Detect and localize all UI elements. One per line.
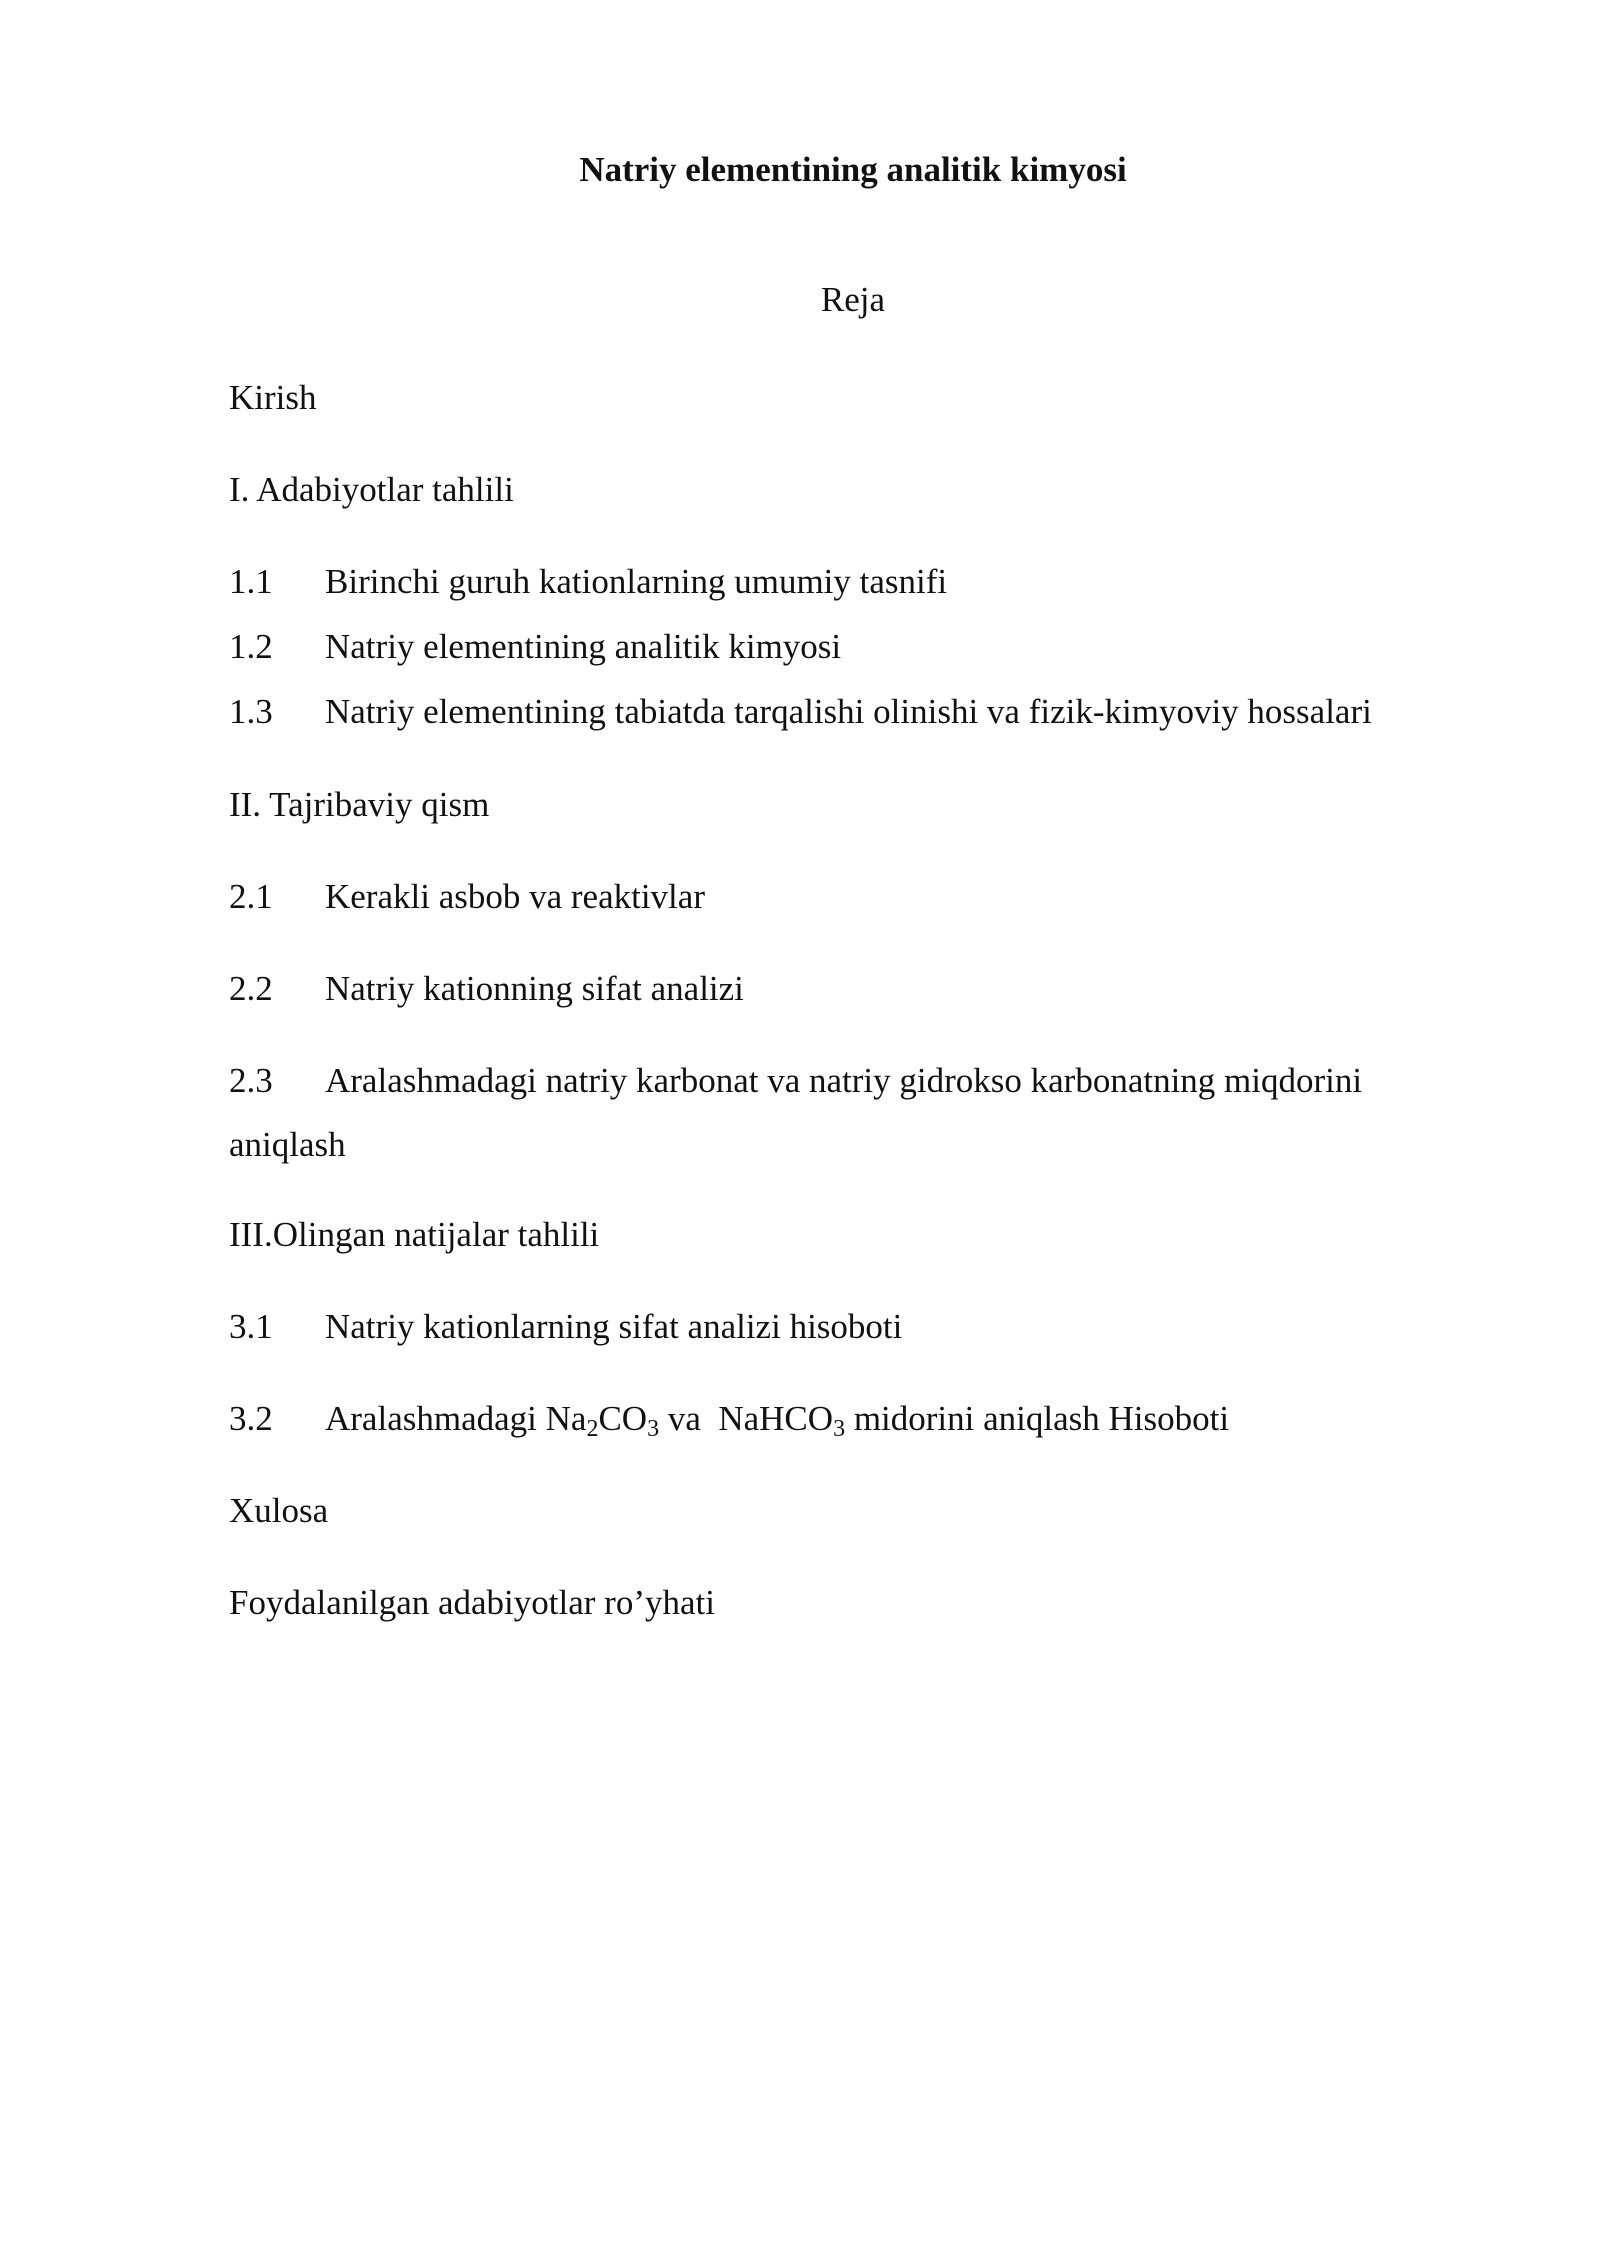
formula-subscript: 3 [647, 1416, 660, 1442]
toc-references: Foydalanilgan adabiyotlar ro’yhati [229, 1583, 715, 1622]
toc-section-1: I. Adabiyotlar tahlili [229, 470, 514, 509]
toc-item-2-2 [229, 967, 744, 1011]
formula-suffix: midorini aniqlash Hisoboti [845, 1399, 1230, 1438]
formula-prefix: Aralashmadagi Na [325, 1399, 587, 1438]
toc-item-text: Birinchi guruh kationlarning umumiy tasnifi [325, 562, 948, 601]
toc-item-text [325, 1399, 1230, 1442]
toc-item-1-1 [229, 560, 947, 604]
formula-subscript: 2 [586, 1416, 599, 1442]
formula-part: CO [598, 1399, 648, 1438]
formula-part: va NaHCO [659, 1399, 834, 1438]
toc-section-2: II. Tajribaviy qism [229, 785, 490, 824]
toc-item-1-2 [229, 625, 841, 669]
toc-item-3-1 [229, 1305, 902, 1349]
toc-item-1-3 [229, 690, 1372, 734]
toc-item-3-2 [229, 1397, 1229, 1441]
toc-item-number: 1.3 [229, 692, 273, 731]
toc-item-number: 3.2 [229, 1399, 273, 1438]
toc-item-number: 2.2 [229, 969, 273, 1008]
toc-item-number: 2.1 [229, 877, 273, 916]
toc-item-text: Natriy kationlarning sifat analizi hisoboti [325, 1307, 903, 1346]
plan-heading: Reja [820, 280, 886, 319]
toc-conclusion: Xulosa [229, 1491, 329, 1530]
toc-item-text: Kerakli asbob va reaktivlar [325, 877, 705, 916]
toc-item-text: Natriy kationning sifat analizi [325, 969, 744, 1008]
toc-item-number: 1.1 [229, 562, 273, 601]
toc-section-3: III.Olingan natijalar tahlili [229, 1215, 600, 1254]
toc-item-text: Natriy elementining tabiatda tarqalishi olinishi va fizik-kimyoviy hossalari [325, 692, 1372, 731]
toc-item-2-3 [229, 1049, 1459, 1177]
toc-item-2-1 [229, 875, 705, 919]
toc-item-number: 1.2 [229, 627, 273, 666]
toc-item-text: Aralashmadagi natriy karbonat va natriy gidrokso karbonatning miqdorini aniqlash [229, 1061, 1363, 1164]
toc-item-text: Natriy elementining analitik kimyosi [325, 627, 842, 666]
formula-subscript: 3 [833, 1416, 846, 1442]
toc-item-number: 2.3 [229, 1061, 273, 1100]
document-title: Natriy elementining analitik kimyosi [579, 150, 1127, 189]
toc-item-number: 3.1 [229, 1307, 273, 1346]
toc-intro: Kirish [229, 378, 317, 417]
